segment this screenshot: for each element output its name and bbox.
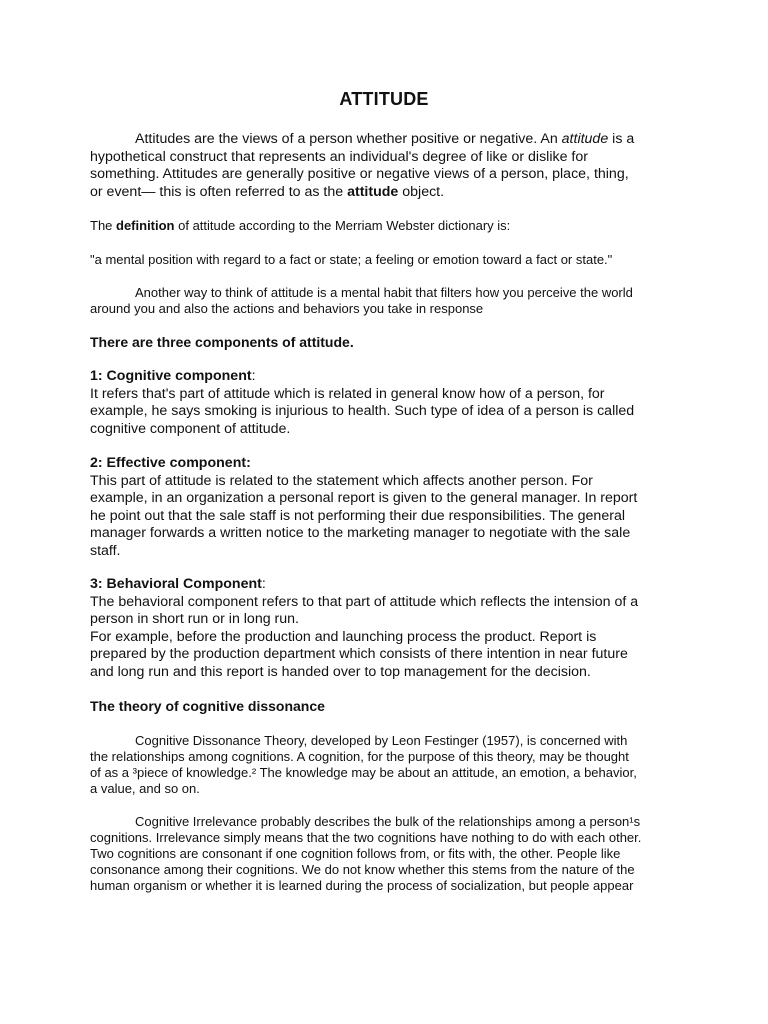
intro-paragraph: Attitudes are the views of a person whether positive or negative. An attitude is a hypothetical construct that represents an individual's degree of like or dislike for something. Attitudes are generally positive or negative views of a person, place, thing, or event— this is often referred to as the attitude object. [90,131,635,200]
components-heading: There are three components of attitude. [90,334,354,350]
cognitive-component-section: 1: Cognitive component: It refers that's part of attitude which is related in general know how of a person, for example, he says smoking is injurious to health. Such type of idea of a person is called cognitive component of attitude. [90,368,635,437]
dissonance-paragraph: Cognitive Dissonance Theory, developed by Leon Festinger (1957), is concerned with the relationships among cognitions. A cognition, for the purpose of this theory, may be thought of as a ³piece of knowledge.² The knowledge may be about an attitude, an emotion, a behavior, a value, and so on. [90,733,637,796]
behavioral-component-section: 3: Behavioral Component: The behavioral component refers to that part of attitude which reflects the intension of a person in short run or in long run. For example, before the production and launching process the product. Report is prepared by the production department which consists of there intention in near future and long run and this report is handed over to top management for the decision. [90,576,639,680]
definition-paragraph: The definition of attitude according to the Merriam Webster dictionary is: [90,218,511,233]
effective-component-section: 2: Effective component: This part of attitude is related to the statement which affects another person. For example, in an organization a personal report is given to the general manager. In report he point out that the sale staff is not performing their due responsibilities. The general manager forwards a written notice to the marketing manager to negotiate with the sale staff. [90,455,638,559]
theory-heading: The theory of cognitive dissonance [90,698,325,714]
irrelevance-paragraph: Cognitive Irrelevance probably describes the bulk of the relationships among a person¹s cognitions. Irrelevance simply means that the two cognitions have nothing to do with each other. Two cognitions are consonant if one cognition follows from, or fits with, the other. People like consonance among their cognitions. We do not know whether this stems from the nature of the human organism or whether it is learned during the process of socialization, but people appear [90,814,642,893]
mental-habit-paragraph: Another way to think of attitude is a mental habit that filters how you perceive the world around you and also the actions and behaviors you take in response [90,285,633,316]
definition-quote: "a mental position with regard to a fact or state; a feeling or emotion toward a fact or state." [90,252,613,267]
page-title: ATTITUDE [339,89,429,109]
